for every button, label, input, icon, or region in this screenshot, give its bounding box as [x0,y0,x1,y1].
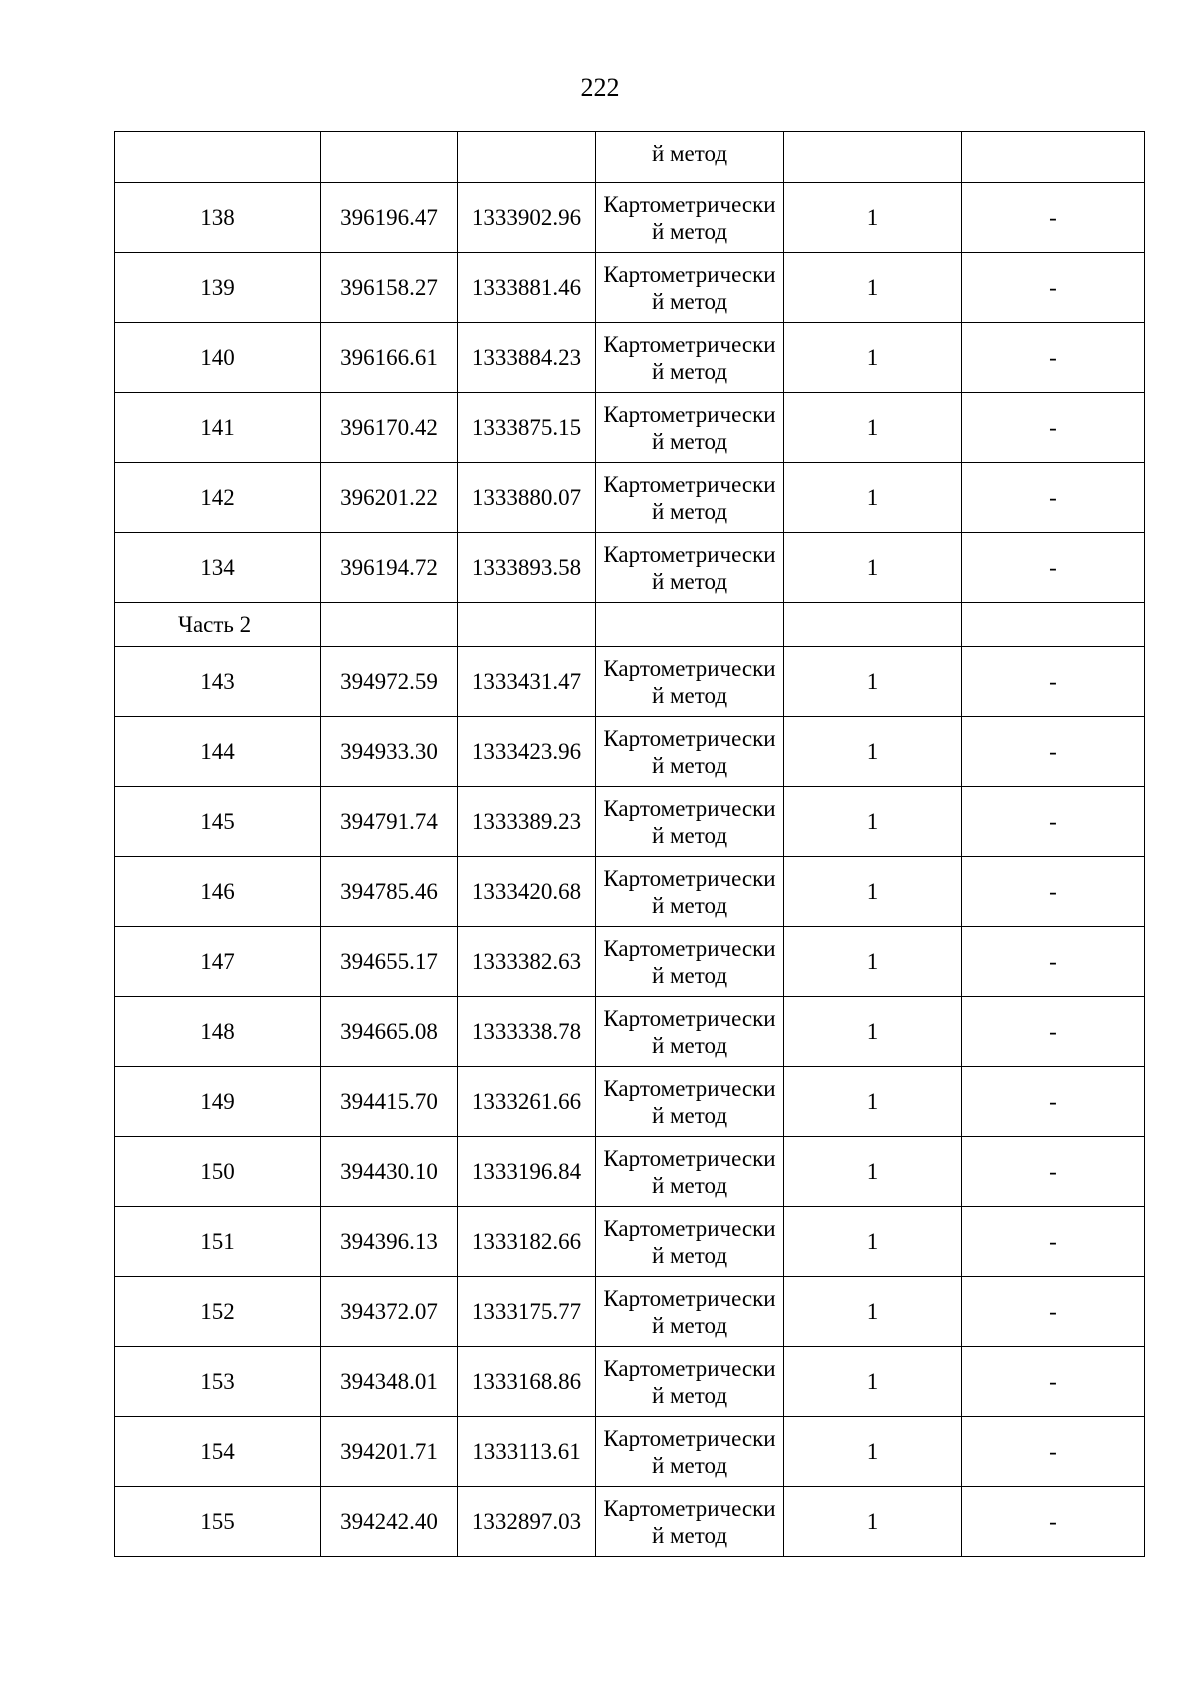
table-row [115,997,1145,1067]
method-cell [596,787,784,857]
empty-cell [784,603,962,647]
method-text-line2: й метод [651,1452,728,1478]
method-text-line1: Картометрически [603,1495,776,1521]
accuracy-cell: 1 [784,323,962,393]
table-row [115,1137,1145,1207]
point-cell: 140 [115,323,321,393]
accuracy-cell: 1 [784,1417,962,1487]
accuracy-cell [784,132,962,183]
y-cell: 1333881.46 [458,253,596,323]
x-cell: 394415.70 [321,1067,458,1137]
method-text-line2: й метод [651,1312,728,1338]
y-cell: 1333875.15 [458,393,596,463]
accuracy-cell: 1 [784,1207,962,1277]
method-text-line2: й метод [651,1382,728,1408]
method-text-line1: Картометрически [603,541,776,567]
method-text-line1: Картометрически [603,795,776,821]
x-cell: 396201.22 [321,463,458,533]
x-cell: 394933.30 [321,717,458,787]
note-cell: - [962,393,1145,463]
table-row [115,1277,1145,1347]
method-cell [596,717,784,787]
method-text-line2: й метод [651,682,728,708]
method-text-line2: й метод [651,288,728,314]
method-text-line1: Картометрически [603,471,776,497]
x-cell: 394348.01 [321,1347,458,1417]
method-text-line1: Картометрически [603,725,776,751]
x-cell: 396194.72 [321,533,458,603]
x-cell: 394430.10 [321,1137,458,1207]
accuracy-cell: 1 [784,927,962,997]
note-cell: - [962,1417,1145,1487]
y-cell: 1333175.77 [458,1277,596,1347]
method-text-line1: Картометрически [603,331,776,357]
method-text-line1: Картометрически [603,401,776,427]
point-cell: 138 [115,183,321,253]
note-cell: - [962,323,1145,393]
note-cell: - [962,1207,1145,1277]
table-row [115,787,1145,857]
method-text-line1: Картометрически [603,1215,776,1241]
empty-cell [321,603,458,647]
accuracy-cell: 1 [784,647,962,717]
table-row [115,1417,1145,1487]
point-cell: 152 [115,1277,321,1347]
section-row [115,603,1145,647]
x-cell: 394791.74 [321,787,458,857]
accuracy-cell: 1 [784,253,962,323]
accuracy-cell: 1 [784,393,962,463]
note-cell: - [962,1277,1145,1347]
y-cell: 1333389.23 [458,787,596,857]
x-cell: 396158.27 [321,253,458,323]
continuation-row [115,132,1145,183]
point-cell [115,132,321,183]
accuracy-cell: 1 [784,533,962,603]
note-cell: - [962,717,1145,787]
accuracy-cell: 1 [784,1347,962,1417]
table-body [115,132,1145,1557]
note-cell [962,132,1145,183]
x-cell: 396196.47 [321,183,458,253]
table-row [115,393,1145,463]
method-text-line1: Картометрически [603,935,776,961]
y-cell: 1333423.96 [458,717,596,787]
coordinates-table [114,131,1145,1557]
accuracy-cell: 1 [784,997,962,1067]
empty-cell [962,603,1145,647]
point-cell: 149 [115,1067,321,1137]
note-cell: - [962,647,1145,717]
method-text-line2: й метод [651,822,728,848]
table-row [115,323,1145,393]
method-text-line2: й метод [651,1172,728,1198]
method-text-line1: Картометрически [603,865,776,891]
accuracy-cell: 1 [784,787,962,857]
method-text-line1: Картометрически [603,1075,776,1101]
x-cell [321,132,458,183]
accuracy-cell: 1 [784,1487,962,1557]
x-cell: 394785.46 [321,857,458,927]
note-cell: - [962,1347,1145,1417]
method-text-line2: й метод [651,892,728,918]
method-text-line2: й метод [651,1242,728,1268]
method-cell [596,393,784,463]
x-cell: 394972.59 [321,647,458,717]
method-cell [596,1207,784,1277]
point-cell: 151 [115,1207,321,1277]
note-cell: - [962,1137,1145,1207]
note-cell: - [962,787,1145,857]
table-row [115,1067,1145,1137]
method-text-line1: Картометрически [603,191,776,217]
y-cell: 1333902.96 [458,183,596,253]
table-row [115,183,1145,253]
point-cell: 143 [115,647,321,717]
method-text-line1: Картометрически [603,261,776,287]
method-text-line2: й метод [651,358,728,384]
note-cell: - [962,1487,1145,1557]
accuracy-cell: 1 [784,1137,962,1207]
point-cell: 134 [115,533,321,603]
method-cell [596,323,784,393]
table-row [115,1487,1145,1557]
method-cell [596,533,784,603]
y-cell [458,132,596,183]
method-text-line2: й метод [651,428,728,454]
y-cell: 1332897.03 [458,1487,596,1557]
method-text-line1: Картометрически [603,1005,776,1031]
note-cell: - [962,183,1145,253]
method-text-line2: й метод [651,962,728,988]
empty-cell [458,603,596,647]
y-cell: 1333196.84 [458,1137,596,1207]
table-row [115,1347,1145,1417]
accuracy-cell: 1 [784,857,962,927]
accuracy-cell: 1 [784,717,962,787]
method-cell [596,647,784,717]
method-text-line2: й метод [651,218,728,244]
table-row [115,533,1145,603]
point-cell: 150 [115,1137,321,1207]
x-cell: 394655.17 [321,927,458,997]
method-text-line2: й метод [651,568,728,594]
method-text-line1: Картометрически [603,655,776,681]
y-cell: 1333113.61 [458,1417,596,1487]
method-cell [596,463,784,533]
point-cell: 142 [115,463,321,533]
method-text-line2: й метод [651,498,728,524]
method-cell [596,1067,784,1137]
note-cell: - [962,463,1145,533]
point-cell: 154 [115,1417,321,1487]
method-text-line2: й метод [651,1102,728,1128]
x-cell: 394201.71 [321,1417,458,1487]
accuracy-cell: 1 [784,1277,962,1347]
point-cell: 146 [115,857,321,927]
point-cell: 148 [115,997,321,1067]
method-text-line1: Картометрически [603,1285,776,1311]
x-cell: 394242.40 [321,1487,458,1557]
y-cell: 1333880.07 [458,463,596,533]
x-cell: 396170.42 [321,393,458,463]
x-cell: 394396.13 [321,1207,458,1277]
table-row [115,1207,1145,1277]
empty-cell [596,603,784,647]
table-row [115,463,1145,533]
method-cell [596,1347,784,1417]
method-text-line2: й метод [651,1522,728,1548]
point-cell: 147 [115,927,321,997]
method-cell [596,857,784,927]
y-cell: 1333893.58 [458,533,596,603]
method-text-line2: й метод [651,1032,728,1058]
note-cell: - [962,857,1145,927]
x-cell: 394665.08 [321,997,458,1067]
note-cell: - [962,927,1145,997]
x-cell: 394372.07 [321,1277,458,1347]
y-cell: 1333420.68 [458,857,596,927]
note-cell: - [962,997,1145,1067]
method-text-line1: Картометрически [603,1425,776,1451]
note-cell: - [962,1067,1145,1137]
accuracy-cell: 1 [784,183,962,253]
table-row [115,857,1145,927]
method-cell [596,132,784,183]
section-label: Часть 2 [115,603,321,647]
note-cell: - [962,253,1145,323]
table-row [115,717,1145,787]
table-row [115,647,1145,717]
point-cell: 155 [115,1487,321,1557]
note-cell: - [962,533,1145,603]
point-cell: 144 [115,717,321,787]
page-number: 222 [580,73,620,102]
accuracy-cell: 1 [784,463,962,533]
table-row [115,927,1145,997]
point-cell: 145 [115,787,321,857]
method-cell [596,1487,784,1557]
x-cell: 396166.61 [321,323,458,393]
method-cell [596,1137,784,1207]
point-cell: 139 [115,253,321,323]
y-cell: 1333884.23 [458,323,596,393]
method-cell [596,997,784,1067]
y-cell: 1333338.78 [458,997,596,1067]
method-cell [596,927,784,997]
y-cell: 1333261.66 [458,1067,596,1137]
method-cell [596,1417,784,1487]
accuracy-cell: 1 [784,1067,962,1137]
method-text-line2: й метод [651,752,728,778]
table-row [115,253,1145,323]
method-text-line1: Картометрически [603,1355,776,1381]
method-text-line1: Картометрически [603,1145,776,1171]
method-cell [596,253,784,323]
point-cell: 141 [115,393,321,463]
y-cell: 1333431.47 [458,647,596,717]
point-cell: 153 [115,1347,321,1417]
y-cell: 1333182.66 [458,1207,596,1277]
method-cell [596,1277,784,1347]
method-cell [596,183,784,253]
y-cell: 1333382.63 [458,927,596,997]
y-cell: 1333168.86 [458,1347,596,1417]
method-text: й метод [651,141,728,166]
